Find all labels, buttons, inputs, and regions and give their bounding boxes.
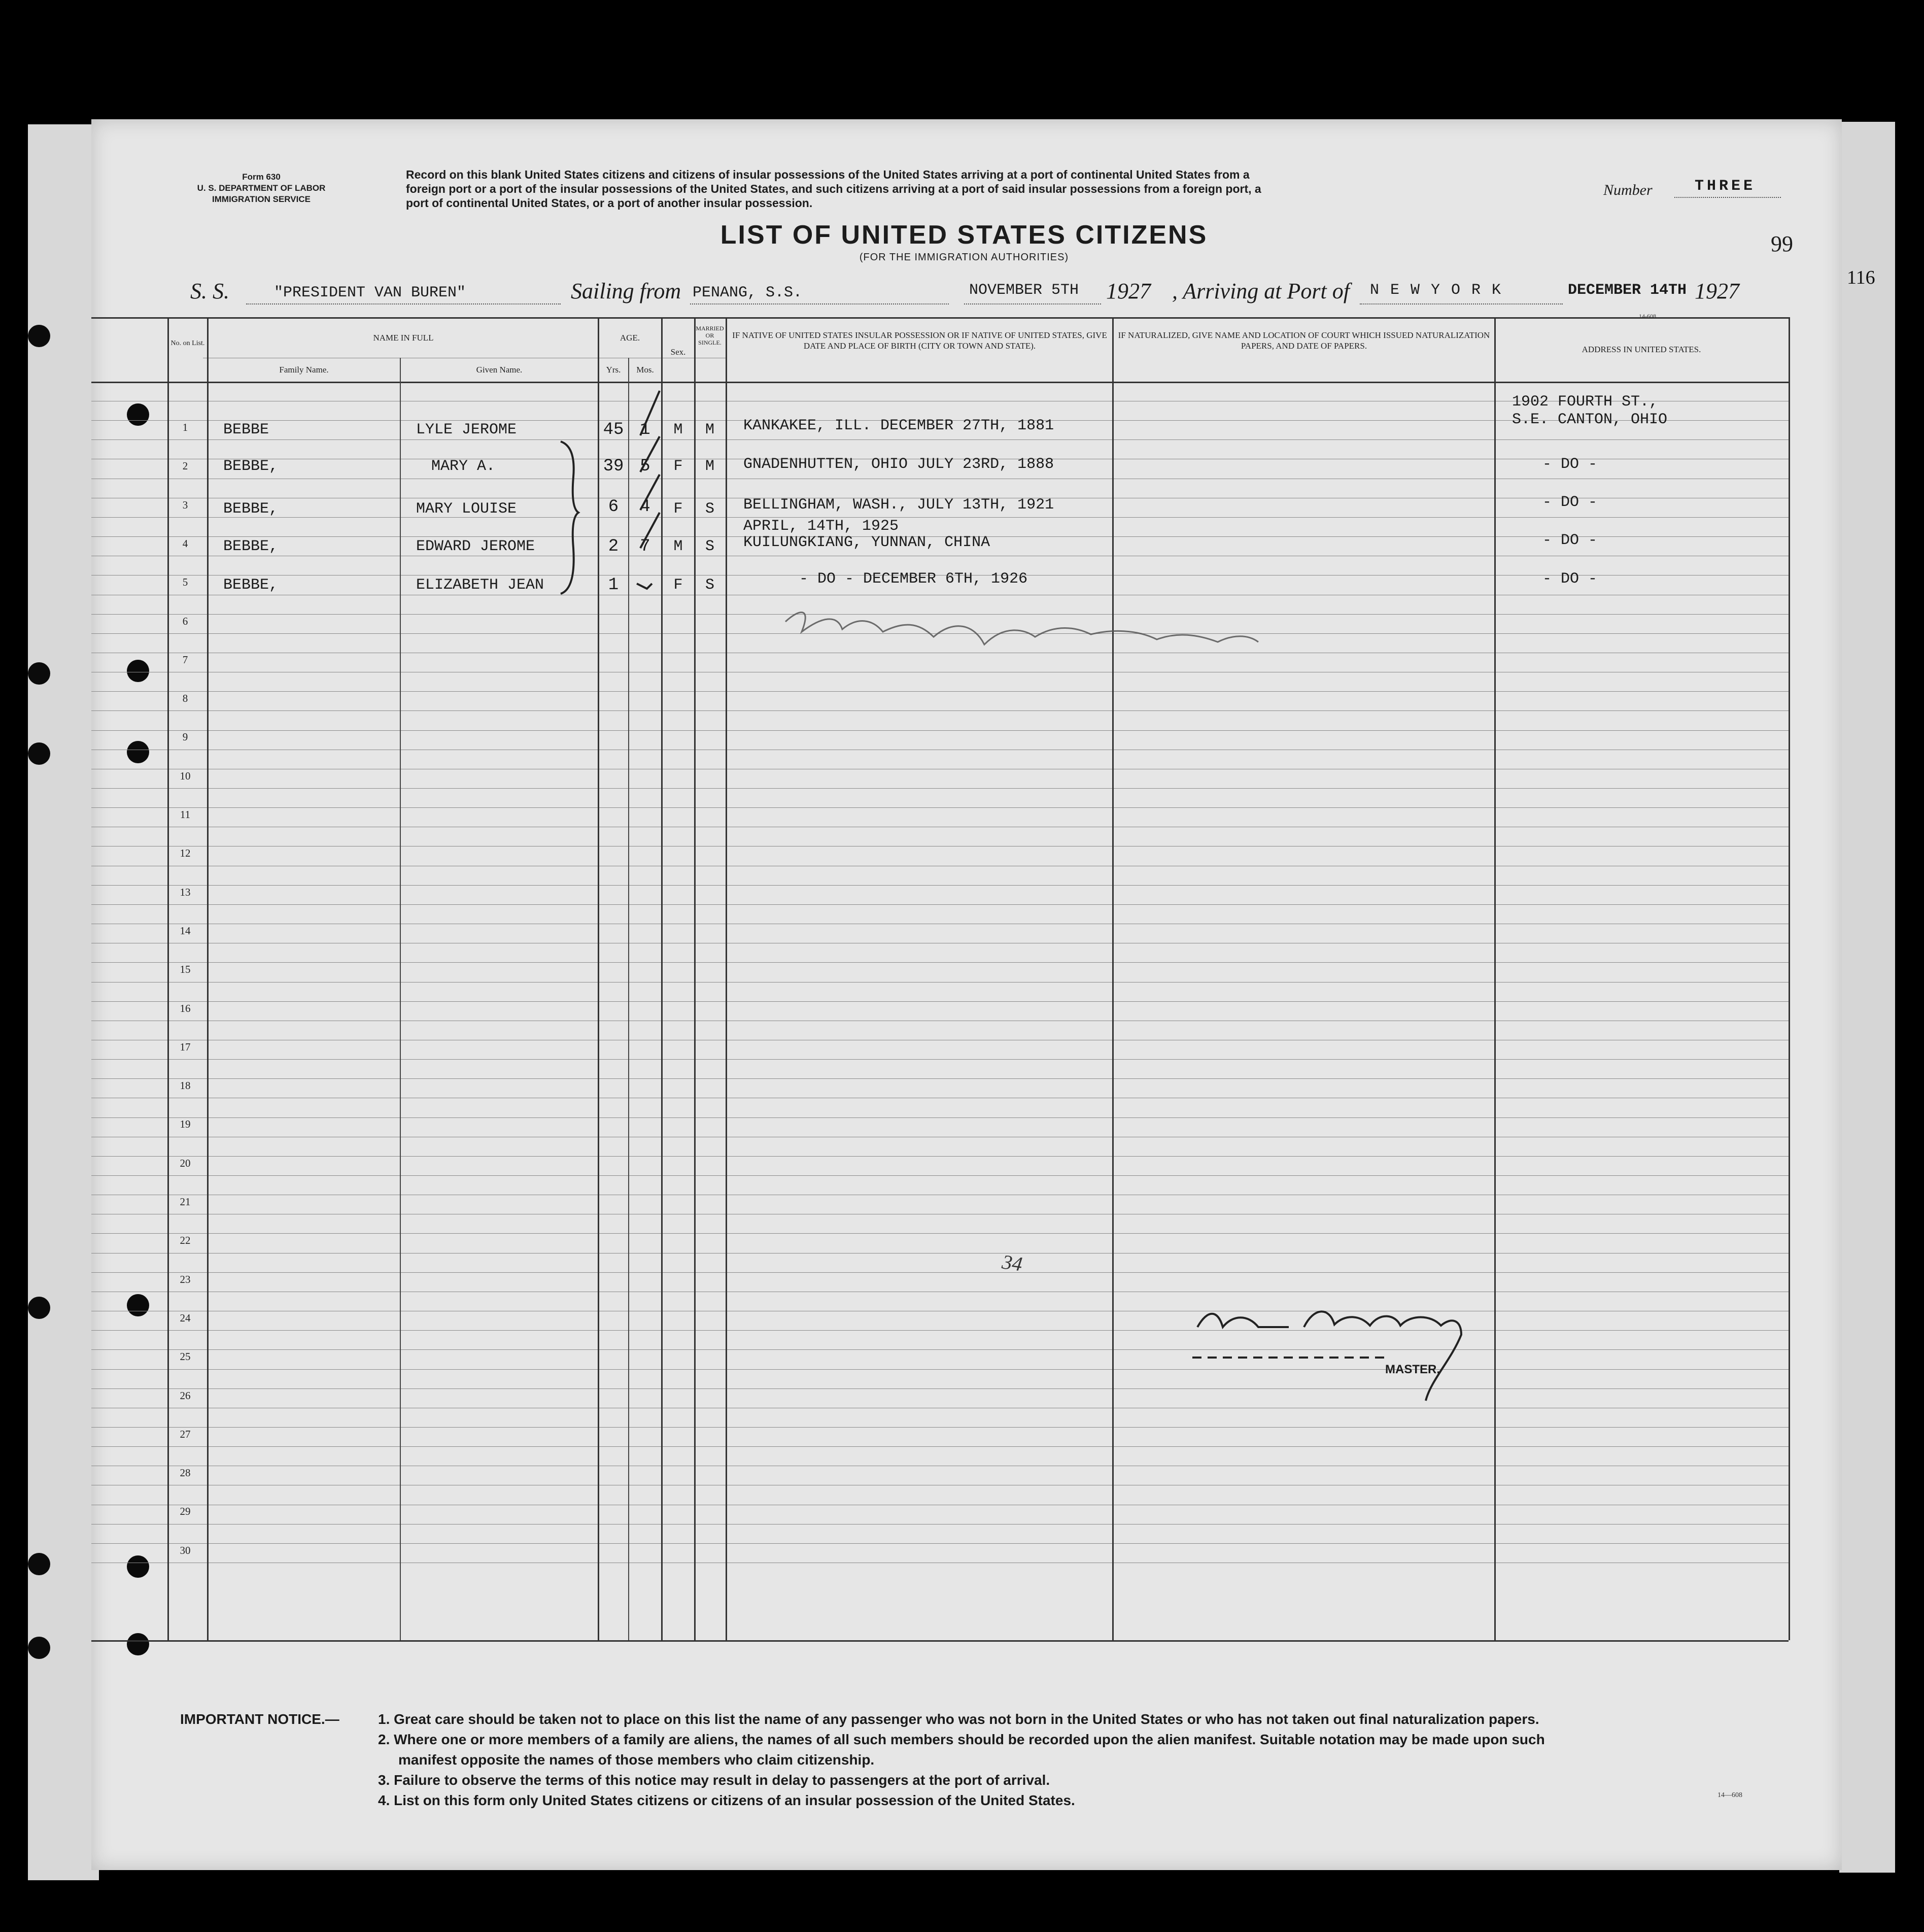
header-address: ADDRESS IN UNITED STATES. (1582, 345, 1701, 354)
row-number: 23 (180, 1273, 191, 1285)
arrival-year-digit: 7 (1728, 279, 1739, 303)
address: - DO - (1542, 456, 1598, 473)
row-number: 19 (180, 1118, 191, 1131)
row-number: 26 (180, 1389, 191, 1402)
age-years: 6 (608, 497, 619, 517)
check-mark-icon (640, 436, 660, 472)
arrival-port: N E W Y O R K (1370, 282, 1502, 299)
folio-number: 116 (1847, 267, 1875, 288)
row-number: 17 (180, 1040, 191, 1053)
document-subtitle: (FOR THE IMMIGRATION AUTHORITIES) (859, 252, 1069, 263)
row-number: 30 (180, 1544, 191, 1556)
family-name: BEBBE, (223, 577, 279, 594)
address: - DO - (1542, 532, 1598, 549)
printer-code: 14-608 (1639, 313, 1656, 320)
row-number: 8 (182, 692, 188, 705)
instructions-line: Record on this blank United States citizens and citizens of insular possessions of the United States arriving at a port of continental United States from a (406, 168, 1250, 181)
family-name: BEBBE, (223, 538, 279, 555)
notice-item: 3. Failure to observe the terms of this notice may result in delay to passengers at the port of arrival. (378, 1772, 1050, 1788)
given-name: EDWARD JEROME (416, 538, 535, 555)
row-number: 27 (180, 1428, 191, 1440)
age-months: 4 (640, 497, 650, 517)
given-name: LYLE JEROME (416, 421, 517, 438)
list-number-value: THREE (1695, 178, 1756, 195)
address-line: 1902 FOURTH ST., (1512, 393, 1659, 411)
row-number: 20 (180, 1157, 191, 1169)
number-label: Number (1603, 182, 1653, 198)
family-name: BEBBE, (223, 500, 279, 518)
age-months: 1 (640, 420, 650, 439)
marital-status: M (705, 421, 714, 438)
age-years: 2 (608, 537, 619, 556)
marital-status: M (705, 458, 714, 475)
row-number: 14 (180, 924, 191, 937)
sex: F (673, 577, 683, 594)
header-married-single: MARRIED OR SINGLE. (696, 325, 724, 346)
row-number: 4 (182, 537, 188, 550)
birth-info: KANKAKEE, ILL. DECEMBER 27TH, 1881 (743, 417, 1054, 434)
notice-item: 2. Where one or more members of a family are aliens, the names of all such members should be recorded upon the alien manifest. Suitable notation may be made upon such (378, 1732, 1545, 1747)
notice-item: 1. Great care should be taken not to place on this list the name of any passenger who was not born in the United States or who has not taken out final naturalization papers. (378, 1711, 1539, 1727)
departure-date: NOVEMBER 5TH (969, 282, 1079, 299)
header-mos: Mos. (636, 365, 654, 375)
row-number: 3 (182, 498, 188, 511)
marital-status: S (705, 538, 714, 555)
family-name: BEBBE, (223, 458, 279, 475)
row-number: 1 (182, 421, 188, 433)
birth-info: - DO - DECEMBER 6TH, 1926 (799, 570, 1028, 588)
check-mark-icon (640, 474, 660, 510)
birth-info: BELLINGHAM, WASH., JULY 13TH, 1921 (743, 496, 1054, 514)
birth-date: APRIL, 14TH, 1925 (743, 518, 899, 535)
row-number: 13 (180, 886, 191, 898)
given-name: MARY LOUISE (416, 500, 517, 518)
age-years: 39 (603, 457, 624, 476)
sex: M (673, 538, 683, 555)
row-number: 24 (180, 1311, 191, 1324)
age-years: 1 (608, 575, 619, 595)
row-number: 15 (180, 963, 191, 976)
arrival-date: DECEMBER 14TH (1568, 282, 1687, 299)
master-label: MASTER. (1385, 1363, 1440, 1376)
row-number: 5 (182, 576, 188, 589)
notice-heading: IMPORTANT NOTICE.— (180, 1711, 339, 1727)
address: - DO - (1542, 570, 1598, 588)
handwritten-inspection-note (785, 613, 1258, 645)
check-mark-icon (637, 584, 652, 589)
given-name: ELIZABETH JEAN (416, 577, 544, 594)
sex: F (673, 500, 683, 518)
row-number: 10 (180, 769, 191, 782)
row-number: 25 (180, 1350, 191, 1363)
header-family-name: Family Name. (279, 365, 329, 375)
row-number: 22 (180, 1234, 191, 1247)
row-number: 2 (182, 460, 188, 472)
header-sex: Sex. (670, 347, 686, 357)
form-number: Form 630 (242, 172, 281, 182)
row-number: 29 (180, 1505, 191, 1518)
header-yrs: Yrs. (606, 365, 621, 375)
check-mark-icon (640, 513, 660, 548)
departure-port: PENANG, S.S. (693, 284, 803, 301)
given-name: MARY A. (431, 458, 496, 475)
check-mark-icon (640, 391, 660, 435)
header-no-on-list: No. on List. (170, 340, 205, 347)
instructions-line: foreign port or a port of the insular possessions of the United States, and such citizens arriving at a port of said insular possessions from a foreign port, a (406, 182, 1261, 195)
row-number: 21 (180, 1196, 191, 1208)
family-bracket-icon (561, 442, 578, 594)
service-name: IMMIGRATION SERVICE (212, 194, 311, 204)
marital-status: S (705, 577, 714, 594)
departure-year-printed: 192 (1106, 279, 1140, 303)
sex: F (673, 458, 683, 475)
address-line: S.E. CANTON, OHIO (1512, 411, 1668, 428)
printer-code: 14—608 (1717, 1791, 1742, 1799)
sex: M (673, 421, 683, 438)
departure-year-digit: 7 (1140, 279, 1151, 303)
notice-item: manifest opposite the names of those members who claim citizenship. (398, 1752, 875, 1768)
notice-item: 4. List on this form only United States citizens or citizens of an insular possession of the United States. (378, 1792, 1075, 1808)
row-number: 18 (180, 1079, 191, 1092)
age-months: 7 (640, 537, 650, 556)
header-given-name: Given Name. (476, 365, 523, 375)
row-number: 7 (182, 653, 188, 666)
header-birth-info: IF NATIVE OF UNITED STATES INSULAR POSSESSION OR IF NATIVE OF UNITED STATES, GIVE DATE AND PLACE OF BIRTH (CITY OR TOWN AND STATE). (732, 330, 1107, 351)
row-number: 28 (180, 1467, 191, 1479)
row-number: 12 (180, 847, 191, 860)
instructions-line: port of continental United States, or a port of another insular possession. (406, 196, 813, 210)
row-number: 6 (182, 615, 188, 627)
sailing-from-label: Sailing from (571, 279, 681, 303)
address: - DO - (1542, 494, 1598, 511)
arriving-label: , Arriving at Port of (1172, 279, 1350, 303)
ss-label: S. S. (190, 279, 229, 303)
ship-name: "PRESIDENT VAN BUREN" (274, 284, 466, 301)
family-name: BEBBE (223, 421, 269, 438)
stamp-number: 34 (1001, 1250, 1024, 1276)
age-months: 5 (640, 457, 650, 476)
header-age: AGE. (620, 333, 640, 343)
header-naturalization: IF NATURALIZED, GIVE NAME AND LOCATION OF COURT WHICH ISSUED NATURALIZATION PAPERS, AND DATE OF PAPERS. (1118, 330, 1490, 351)
header-name-in-full: NAME IN FULL (373, 333, 434, 343)
arrival-year-printed: 192 (1695, 279, 1728, 303)
master-signature (1197, 1311, 1461, 1401)
check-marks (637, 391, 660, 589)
marital-status: S (705, 500, 714, 518)
department-name: U. S. DEPARTMENT OF LABOR (197, 183, 326, 193)
page-number: 99 (1771, 231, 1793, 256)
birth-info: KUILUNGKIANG, YUNNAN, CHINA (743, 534, 990, 551)
row-number: 16 (180, 1002, 191, 1014)
row-number: 11 (180, 808, 191, 821)
age-years: 45 (603, 420, 624, 439)
document-title: LIST OF UNITED STATES CITIZENS (720, 220, 1208, 250)
birth-info: GNADENHUTTEN, OHIO JULY 23RD, 1888 (743, 456, 1054, 473)
row-number: 9 (182, 731, 188, 743)
